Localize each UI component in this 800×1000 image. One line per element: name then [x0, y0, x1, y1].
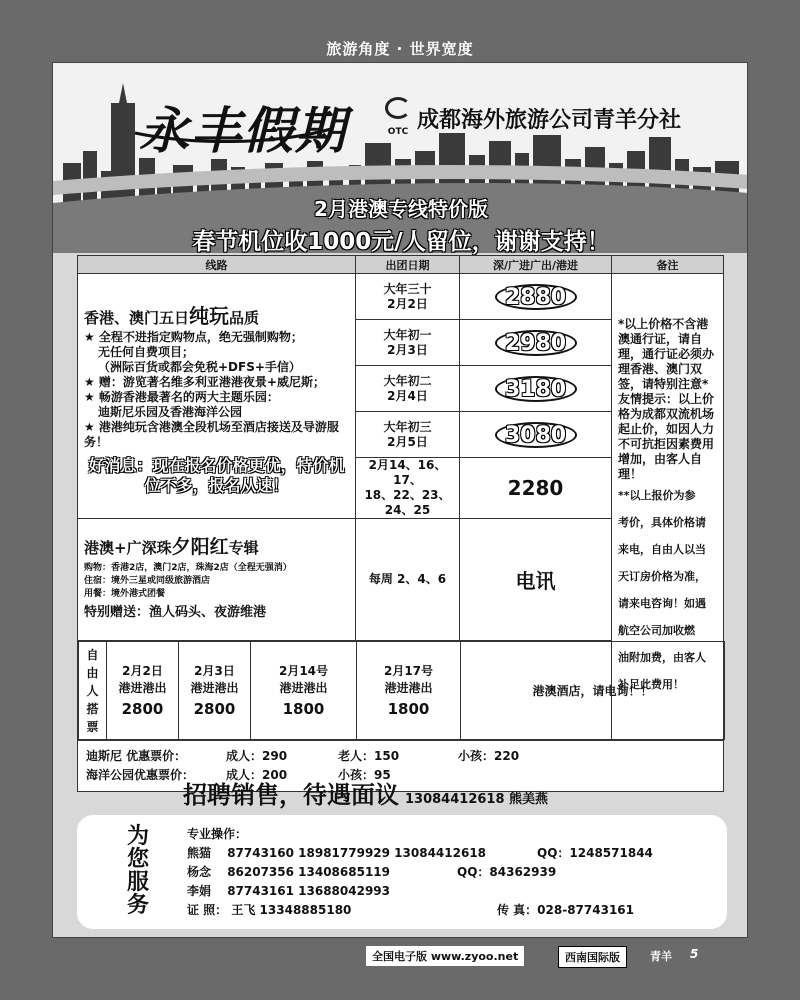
- route1-line: ★ 畅游香港最著名的两大主题乐园：: [84, 389, 279, 404]
- departure-price: 3180: [460, 366, 612, 412]
- promo-banner: [53, 189, 748, 259]
- route1-line: ★ 港港纯玩含港澳全段机场至酒店接送及导游服务！: [84, 419, 339, 449]
- free-travel-label: 自由人搭票: [79, 642, 107, 740]
- departure-date: 大年初三 2月5日: [356, 412, 460, 458]
- tour-price-table: [77, 255, 724, 792]
- free-travel-item: 2月17号 港进港出 1800: [357, 642, 461, 740]
- route1-line: 迪斯尼乐园及香港海洋公园: [98, 404, 243, 419]
- route2-cell: [78, 519, 356, 641]
- contact-row: 李娟 87743161 13688042993: [187, 884, 391, 898]
- hotel-inquiry: 港澳酒店，请电询！！: [461, 642, 725, 740]
- table-header-row: [78, 256, 724, 274]
- route1-line: （洲际百货或都会免税+DFS+手信）: [98, 359, 301, 374]
- recruit-contact: 13084412618 熊美燕: [405, 792, 549, 807]
- otc-ring-icon: [385, 97, 411, 119]
- header-route: 线路: [78, 256, 356, 274]
- footer-site: 全国电子版 www.zyoo.net: [366, 946, 524, 966]
- note-lines: **以上报价为参 考价，具体价格请 来电，自由人以当 天订房价格为准， 请来电咨询！如遇 航空公司加收燃 油附加费，由客人 补足此费用！: [618, 488, 706, 691]
- free-travel-item: 2月3日 港进港出 2800: [179, 642, 251, 740]
- contact-row: 杨念 86207356 13408685119 QQ：84362939: [187, 865, 557, 879]
- service-title: 为 您 服 务: [126, 824, 149, 918]
- note-text: 友情提示：以上价格为成都双流机场起止价，如因人力不可抗拒因素费用增加，由客人自理！: [618, 391, 715, 481]
- departure-date: 2月14、16、17、 18、22、23、 24、25: [356, 458, 460, 519]
- table-row: [78, 274, 724, 320]
- top-slogan: 旅游角度 · 世界宽度: [326, 40, 474, 58]
- departure-date: 大年初二 2月4日: [356, 366, 460, 412]
- contact-row: 证 照： 王飞 13348885180 传 真：028-87743161: [187, 903, 635, 917]
- footer: [0, 946, 800, 966]
- contact-row: 熊猫 87743160 18981779929 13084412618 QQ：1248571844: [187, 846, 653, 860]
- route1-title: 香港、澳门五日纯玩品质: [84, 303, 260, 328]
- route2-price: 电讯: [460, 519, 612, 641]
- route2-line: 购物：香港2店，澳门2店，珠海2店（全程无强消）: [84, 562, 292, 573]
- departure-price: 2880: [460, 274, 612, 320]
- ticket-row-ocean-park: 海洋公园优惠票价： 成人：200 小孩：95: [86, 768, 391, 782]
- company-name: 成都海外旅游公司青羊分社: [417, 107, 682, 133]
- route2-title: 港澳+广深珠夕阳红专辑: [84, 535, 259, 558]
- ticket-row-disney: 迪斯尼 优惠票价： 成人：290 老人：150 小孩：220: [86, 749, 520, 763]
- banner-subtitle: 春节机位收1000元/人留位，谢谢支持！: [192, 229, 610, 255]
- route1-cell: [78, 274, 356, 519]
- service-box: [77, 815, 727, 929]
- logo-swoosh-graphic: [133, 123, 333, 143]
- recruit-notice: 招聘销售，待遇面议 13084412618 熊美燕: [183, 781, 549, 809]
- banner-title: 2月港澳专线特价版: [314, 197, 488, 221]
- footer-section: 青羊: [650, 950, 672, 963]
- departure-price: 2280: [460, 458, 612, 519]
- service-contacts: [187, 825, 653, 920]
- header-date: 出团日期: [356, 256, 460, 274]
- route1-line: ★ 赠：游览著名维多利亚港港夜景+威尼斯；: [84, 374, 325, 389]
- route1-line: 无任何自费项目；: [98, 344, 195, 359]
- route1-line: ★ 全程不进指定购物点，绝无强制购物；: [84, 329, 303, 344]
- route2-gift: 特别赠送：渔人码头、夜游维港: [84, 604, 267, 620]
- departure-price: 2980: [460, 320, 612, 366]
- route2-line: 用餐：境外港式团餐: [84, 588, 166, 599]
- departure-price: 3080: [460, 412, 612, 458]
- note-text: *以上价格不含港澳通行证，请自理，通行证必须办理香港、澳门双签，请特别注意*: [618, 316, 715, 391]
- free-travel-item: 2月2日 港进港出 2800: [107, 642, 179, 740]
- footer-brand: 西南国际版: [558, 946, 627, 968]
- brand-logo: 永丰假期: [139, 101, 347, 160]
- departure-date: 大年初一 2月3日: [356, 320, 460, 366]
- otc-logo: [383, 97, 413, 137]
- otc-text: OTC: [387, 127, 409, 137]
- service-heading: 专业操作：: [187, 827, 248, 841]
- page-number: 5: [690, 947, 699, 961]
- route2-date: 每周 2、4、6: [356, 519, 460, 641]
- header-price: 深/广进广出/港进: [460, 256, 612, 274]
- departure-date: 大年三十 2月2日: [356, 274, 460, 320]
- route2-line: 住宿：境外三星或同级旅游酒店: [84, 575, 211, 586]
- advertisement-panel: [52, 62, 748, 938]
- free-travel-item: 2月14号 港进港出 1800: [251, 642, 357, 740]
- header-notes: 备注: [612, 256, 724, 274]
- good-news-text: 好消息：现在报名价格更优，特价机位不多，报名从速！: [88, 455, 345, 495]
